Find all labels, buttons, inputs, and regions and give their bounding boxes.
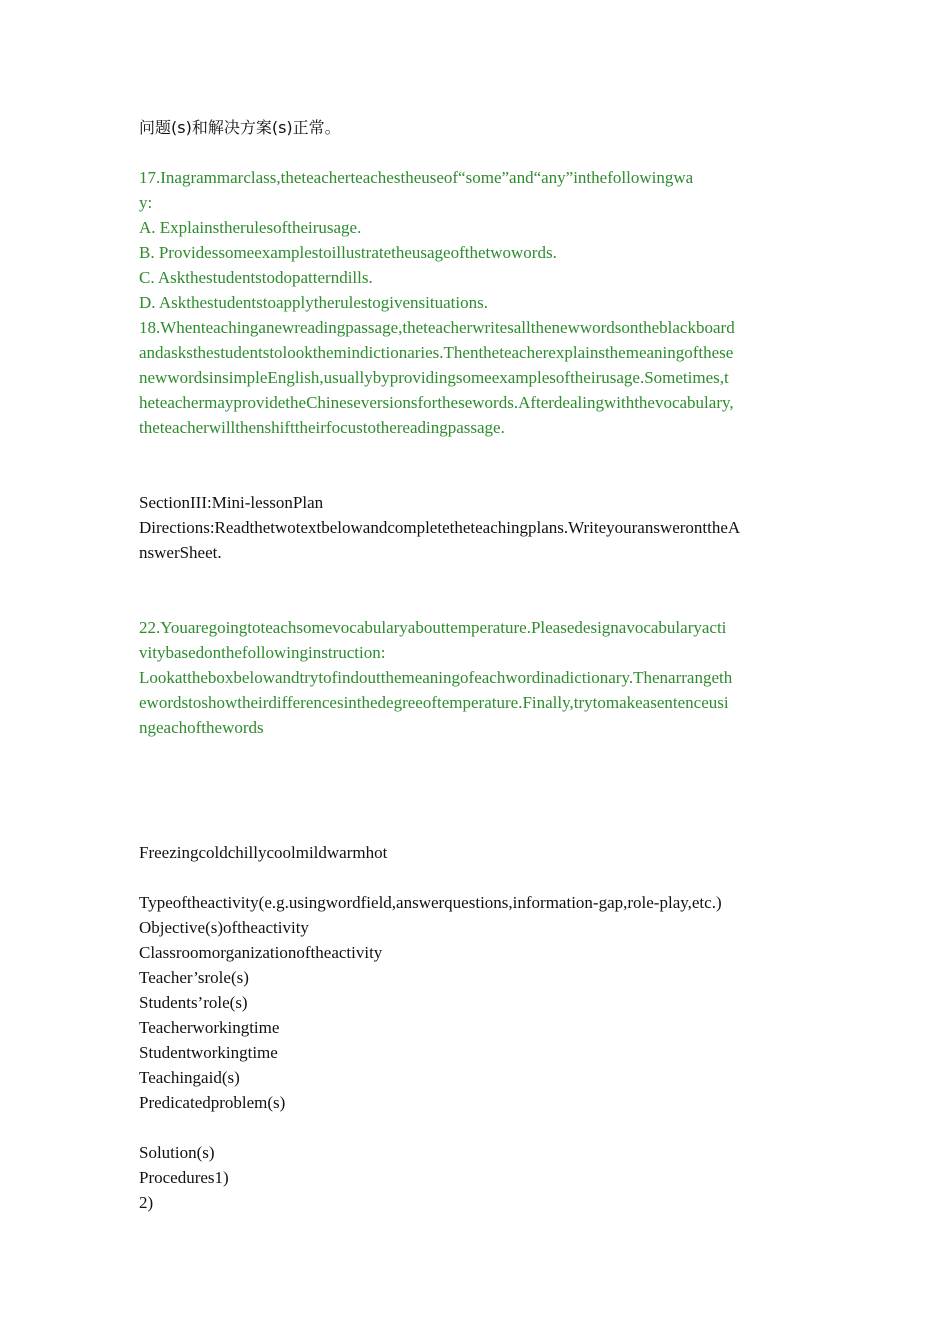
spacer xyxy=(139,865,819,890)
plan-fields xyxy=(139,890,819,1115)
directions-line-1: Directions:Readthetwotextbelowandcompletetheteachingplans.WriteyouransweronttheA xyxy=(139,518,741,537)
q17-stem-line-1: 17.Inagrammarclass,theteacherteachestheuseof“some”and“any”inthefollowingwa xyxy=(139,168,694,187)
procedure-item: 2) xyxy=(139,1193,154,1212)
plan-field: Teacher’srole(s) xyxy=(139,968,249,987)
q18-line: 18.Whenteachinganewreadingpassage,theteacherwritesallthenewwordsontheblackboard xyxy=(139,318,735,337)
procedure-item: Procedures1) xyxy=(139,1168,229,1187)
intro-line: 问题(s)和解决方案(s)正常。 xyxy=(139,118,341,137)
plan-field: Typeoftheactivity(e.g.usingwordfield,answerquestions,information-gap,role-play,etc.) xyxy=(139,893,722,912)
section-3-header xyxy=(139,490,819,565)
document-page xyxy=(139,115,819,1215)
spacer xyxy=(139,740,819,840)
spacer xyxy=(139,140,819,165)
q17-option-c: C. Askthestudentstodopatterndills. xyxy=(139,268,373,287)
spacer xyxy=(139,440,819,490)
spacer xyxy=(139,565,819,615)
plan-field: Classroomorganizationoftheactivity xyxy=(139,943,383,962)
question-17 xyxy=(139,165,819,315)
q18-line: newwordsinsimpleEnglish,usuallybyprovidingsomeexamplesoftheirusage.Sometimes,t xyxy=(139,368,729,387)
question-18 xyxy=(139,315,819,440)
q22-line: Lookattheboxbelowandtrytofindoutthemeaningofeachwordinadictionary.Thenarrangeth xyxy=(139,668,733,687)
plan-field: Students’role(s) xyxy=(139,993,248,1012)
q22-line: vitybasedonthefollowinginstruction: xyxy=(139,643,386,662)
q17-option-a: A. Explainstherulesoftheirusage. xyxy=(139,218,362,237)
q17-option-d: D. Askthestudentstoapplytherulestogivensituations. xyxy=(139,293,488,312)
q22-line: ngeachofthewords xyxy=(139,718,264,737)
directions-line-2: nswerSheet. xyxy=(139,543,222,562)
q22-line: ewordstoshowtheirdifferencesinthedegreeoftemperature.Finally,trytomakeasentenceusi xyxy=(139,693,729,712)
plan-field: Teachingaid(s) xyxy=(139,1068,240,1087)
section-title: SectionIII:Mini-lessonPlan xyxy=(139,493,324,512)
solution-label: Solution(s) xyxy=(139,1143,215,1162)
q18-line: andasksthestudentstolookthemindictionaries.Thentheteacherexplainsthemeaningofthese xyxy=(139,343,734,362)
plan-field: Predicatedproblem(s) xyxy=(139,1093,286,1112)
plan-field: Studentworkingtime xyxy=(139,1043,278,1062)
spacer xyxy=(139,1115,819,1140)
q18-line: heteachermayprovidetheChineseversionsforthesewords.Afterdealingwiththevocabulary, xyxy=(139,393,734,412)
q17-stem-line-2: y: xyxy=(139,193,153,212)
question-22 xyxy=(139,615,819,740)
q17-option-b: B. Providessomeexamplestoillustratetheusageofthetwowords. xyxy=(139,243,557,262)
q22-line: 22.Youaregoingtoteachsomevocabularyabouttemperature.Pleasedesignavocabularyacti xyxy=(139,618,727,637)
word-box: Freezingcoldchillycoolmildwarmhot xyxy=(139,843,388,862)
q18-line: theteacherwillthenshifttheirfocustothereadingpassage. xyxy=(139,418,505,437)
plan-field: Objective(s)oftheactivity xyxy=(139,918,309,937)
plan-field: Teacherworkingtime xyxy=(139,1018,280,1037)
